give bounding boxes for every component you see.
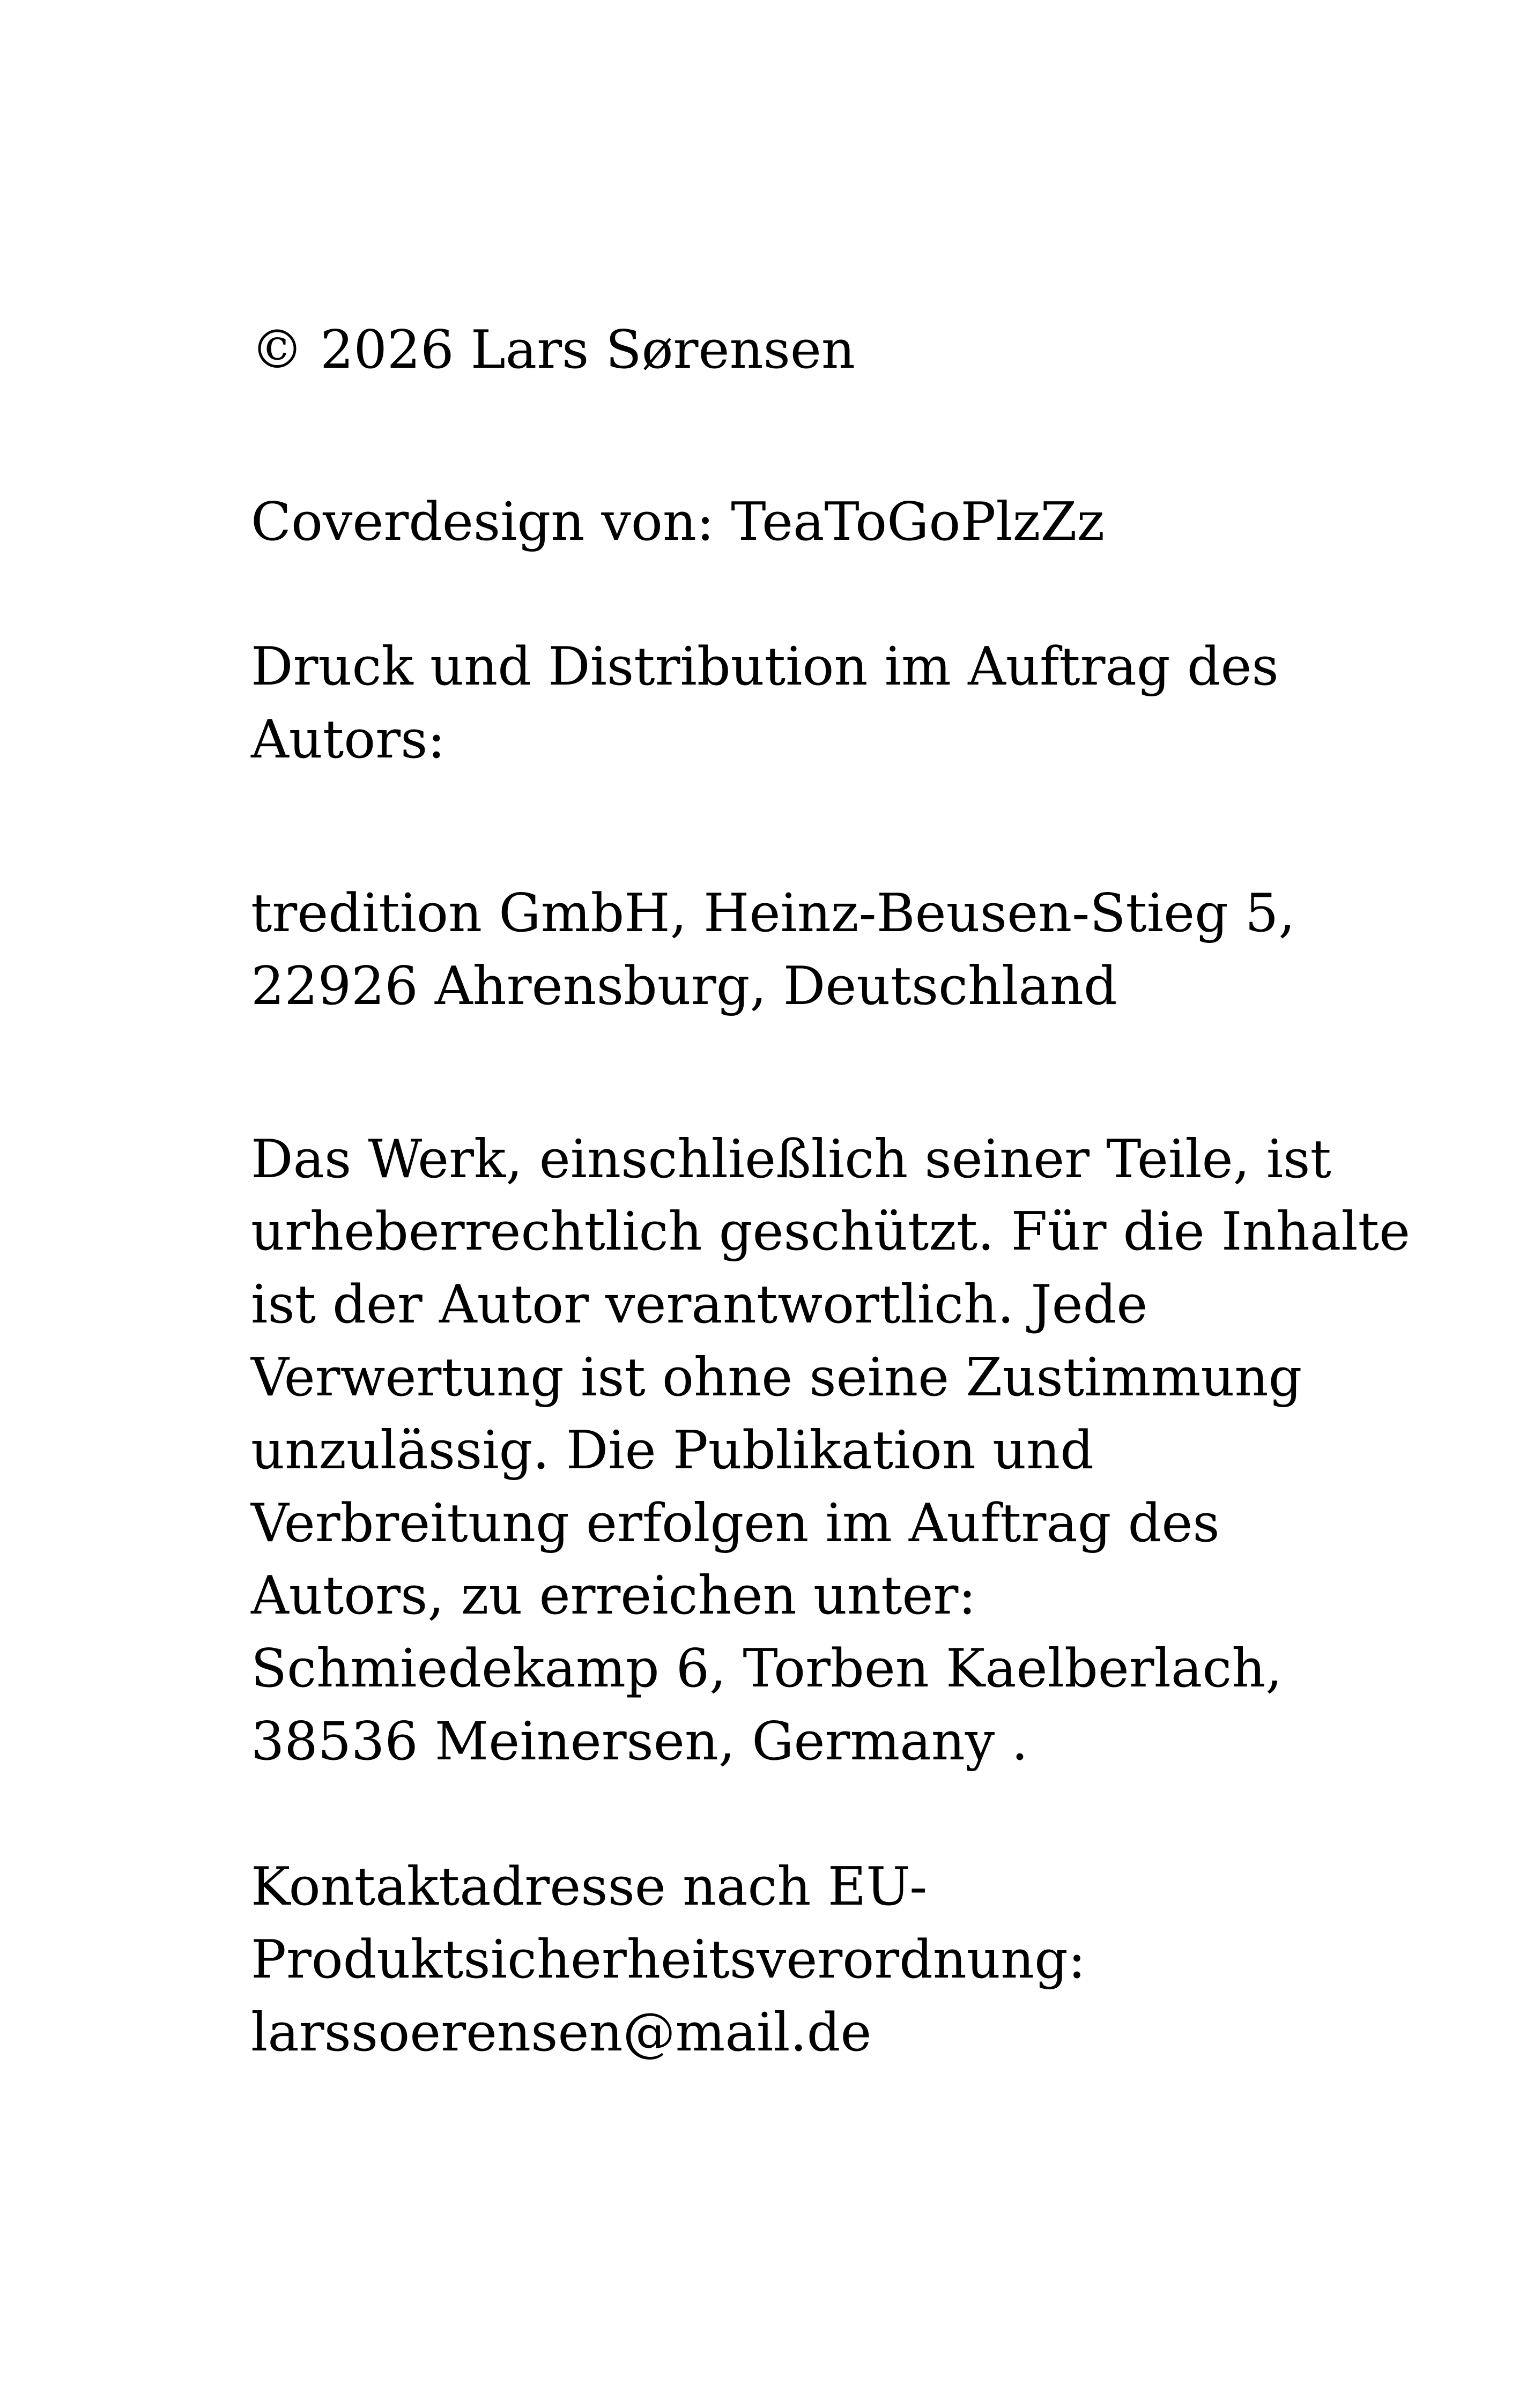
rights-notice-line: Das Werk, einschließlich seiner Teile, ist <box>251 1129 1331 1190</box>
rights-notice-line: urheberrechtlich geschützt. Für die Inhalte <box>251 1201 1410 1262</box>
rights-notice-line: Schmiedekamp 6, Torben Kaelberlach, <box>251 1638 1283 1699</box>
publisher-address-line: tredition GmbH, Heinz-Beusen-Stieg 5, <box>251 883 1295 944</box>
rights-notice-line: Verbreitung erfolgen im Auftrag des <box>251 1493 1220 1554</box>
contact-line: Kontaktadresse nach EU- <box>251 1856 928 1918</box>
publisher-address-line: 22926 Ahrensburg, Deutschland <box>251 956 1117 1017</box>
rights-notice-line: ist der Autor verantwortlich. Jede <box>251 1274 1148 1335</box>
rights-notice-line: 38536 Meinersen, Germany . <box>251 1711 1028 1772</box>
contact-line: Produktsicherheitsverordnung: <box>251 1929 1086 1990</box>
print-distribution-line: Druck und Distribution im Auftrag des <box>251 636 1279 697</box>
cover-design-credit: Coverdesign von: TeaToGoPlzZz <box>251 492 1105 553</box>
contact-email: larssoerensen@mail.de <box>251 2002 872 2063</box>
rights-notice-line: Autors, zu erreichen unter: <box>251 1565 976 1626</box>
print-distribution-line: Autors: <box>251 709 446 770</box>
rights-notice-line: unzulässig. Die Publikation und <box>251 1420 1094 1481</box>
copyright-line: © 2026 Lars Sørensen <box>251 319 855 381</box>
rights-notice-line: Verwertung ist ohne seine Zustimmung <box>251 1347 1302 1408</box>
